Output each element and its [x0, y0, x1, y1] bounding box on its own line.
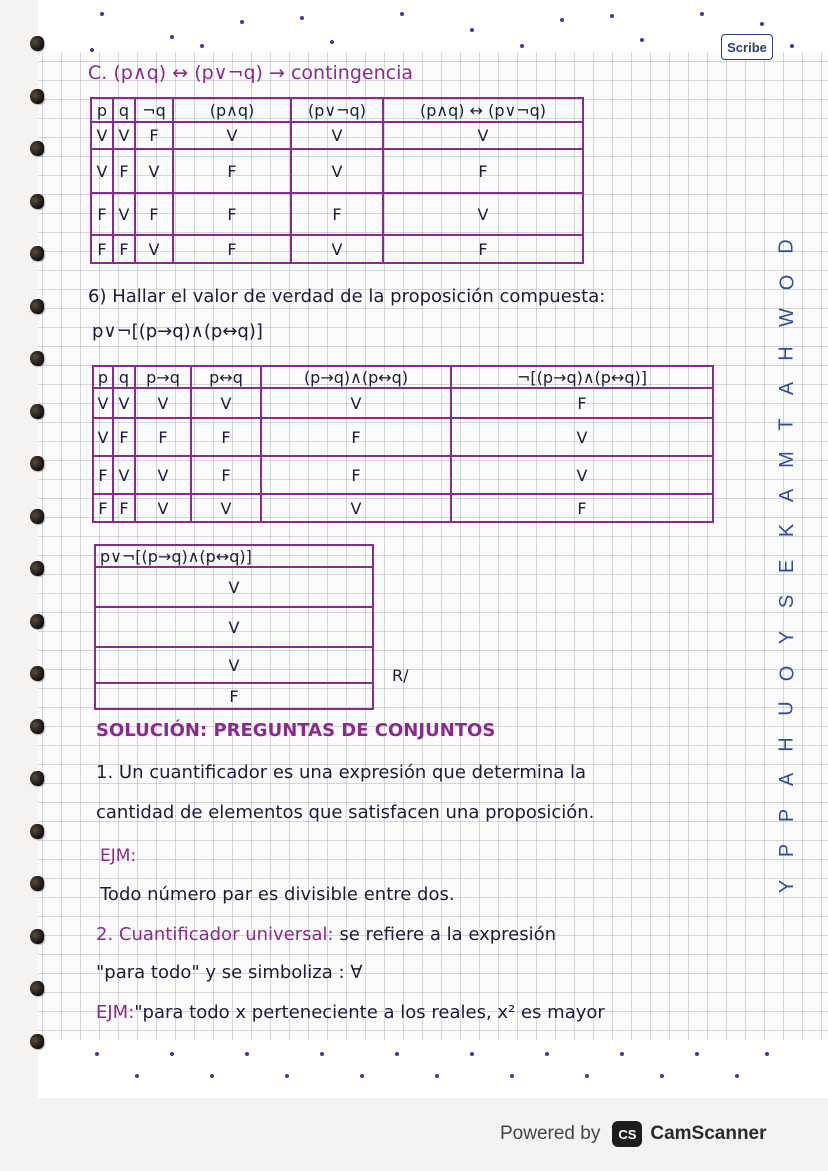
table-cell: F	[93, 456, 113, 494]
spiral-ring	[30, 876, 44, 891]
decorative-dot	[330, 40, 334, 44]
solution-line-4	[96, 924, 556, 945]
table-cell: V	[135, 235, 173, 263]
decorative-dot	[640, 38, 644, 42]
table-cell: V	[91, 149, 113, 193]
table-cell: F	[191, 418, 261, 456]
table-cell: F	[451, 388, 713, 418]
side-slogan-letter: U	[775, 700, 798, 716]
table-row	[93, 456, 713, 494]
spiral-ring	[30, 929, 44, 944]
table-header: ¬[(p→q)∧(p↔q)]	[451, 366, 713, 388]
table-cell: V	[383, 122, 583, 149]
example-text-2: "para todo x perteneciente a los reales, x² es mayor	[134, 1002, 605, 1023]
table-cell: F	[173, 193, 291, 235]
result-table	[94, 544, 374, 710]
decorative-dot	[610, 14, 614, 18]
spiral-ring	[30, 824, 44, 839]
table-header: (p∧q)	[173, 98, 291, 122]
side-slogan-letter: P	[776, 843, 798, 858]
decorative-dot	[790, 44, 794, 48]
decorative-dot	[735, 1074, 739, 1078]
spiral-ring	[30, 404, 44, 419]
table-header: q	[113, 98, 135, 122]
decorative-dot	[545, 1052, 549, 1056]
spiral-ring	[30, 299, 44, 314]
table-cell: F	[113, 235, 135, 263]
table-cell: V	[291, 122, 383, 149]
table-cell: V	[93, 418, 113, 456]
spiral-ring	[30, 194, 44, 209]
side-slogan-letter: H	[775, 344, 798, 361]
spiral-ring	[30, 246, 44, 261]
table-header-row	[95, 545, 373, 567]
decorative-dot	[170, 1052, 174, 1056]
table-row	[93, 418, 713, 456]
table-row	[91, 235, 583, 263]
table-cell: V	[291, 149, 383, 193]
table-cell: V	[191, 388, 261, 418]
side-slogan-letter: A	[776, 381, 798, 396]
decorative-dot	[470, 28, 474, 32]
decorative-dot	[620, 1052, 624, 1056]
spiral-ring	[30, 981, 44, 996]
table-header-row	[91, 98, 583, 122]
table-cell: V	[451, 418, 713, 456]
side-slogan-letter: Y	[776, 629, 798, 645]
table-cell: F	[113, 494, 135, 522]
table-header: p→q	[135, 366, 191, 388]
truth-table-1	[90, 97, 584, 264]
decorative-dot	[400, 12, 404, 16]
table-cell: F	[173, 235, 291, 263]
table-row	[95, 647, 373, 683]
decorative-dot	[470, 1052, 474, 1056]
table-header: p	[91, 98, 113, 122]
table-cell: F	[383, 235, 583, 263]
spiral-ring	[30, 1034, 44, 1049]
section-6-title: 6) Hallar el valor de verdad de la proposición compuesta:	[88, 286, 606, 307]
decorative-dot	[95, 1052, 99, 1056]
table-cell: V	[135, 456, 191, 494]
table-header: p↔q	[191, 366, 261, 388]
table-cell: V	[91, 122, 113, 149]
page-top-margin	[38, 0, 828, 52]
table-cell: F	[91, 235, 113, 263]
truth-table-2	[92, 365, 714, 523]
table-header: (p∧q) ↔ (p∨¬q)	[383, 98, 583, 122]
decorative-dot	[660, 1074, 664, 1078]
decorative-dot	[285, 1074, 289, 1078]
table-row	[93, 494, 713, 522]
powered-by-text: Powered by	[500, 1123, 601, 1144]
table-row	[95, 683, 373, 709]
decorative-dot	[520, 44, 524, 48]
scribe-badge: Scribe	[721, 34, 773, 60]
table-cell: F	[135, 418, 191, 456]
table-cell: F	[451, 494, 713, 522]
table-cell: V	[135, 494, 191, 522]
solution-line-3: Todo número par es divisible entre dos.	[100, 884, 455, 905]
decorative-dot	[760, 22, 764, 26]
spiral-ring	[30, 89, 44, 104]
table-cell: V	[383, 193, 583, 235]
table-row	[95, 567, 373, 607]
table-cell: F	[261, 418, 451, 456]
table-cell: F	[173, 149, 291, 193]
decorative-dot	[695, 1052, 699, 1056]
table-cell: F	[95, 683, 373, 709]
side-slogan-letter: A	[776, 772, 798, 787]
side-slogan-letter: H	[775, 735, 798, 752]
side-slogan-letter: P	[776, 807, 798, 822]
table-row	[93, 388, 713, 418]
table-cell: F	[91, 193, 113, 235]
table-cell: F	[135, 122, 173, 149]
decorative-dot	[560, 18, 564, 22]
table-header: ¬q	[135, 98, 173, 122]
side-slogan-letter: A	[776, 487, 798, 502]
decorative-dot	[360, 1074, 364, 1078]
decorative-dot	[300, 16, 304, 20]
table-cell: F	[191, 456, 261, 494]
side-slogan-letter: W	[775, 307, 798, 328]
decorative-dot	[170, 35, 174, 39]
spiral-ring	[30, 561, 44, 576]
table-cell: V	[451, 456, 713, 494]
decorative-dot	[395, 1052, 399, 1056]
section-c-title: C. (p∧q) ↔ (p∨¬q) → contingencia	[88, 62, 414, 84]
side-slogan-letter: K	[776, 523, 798, 538]
decorative-dot	[700, 12, 704, 16]
table-header: (p∨¬q)	[291, 98, 383, 122]
side-slogan-letter: T	[776, 417, 798, 431]
table-cell: V	[113, 456, 135, 494]
table-cell: V	[95, 647, 373, 683]
side-slogan-letter: O	[776, 273, 798, 290]
table-cell: V	[95, 567, 373, 607]
table-header: (p→q)∧(p↔q)	[261, 366, 451, 388]
table-row	[91, 122, 583, 149]
table-cell: V	[291, 235, 383, 263]
solution-line-5: "para todo" y se simboliza : ∀	[96, 962, 363, 983]
table-cell: V	[173, 122, 291, 149]
spiral-ring	[30, 351, 44, 366]
table-cell: V	[113, 388, 135, 418]
spiral-ring	[30, 666, 44, 681]
table-row	[91, 193, 583, 235]
spiral-ring	[30, 509, 44, 524]
side-slogan-letter: E	[776, 558, 798, 574]
spiral-ring	[30, 719, 44, 734]
answer-label: R/	[392, 666, 409, 685]
table-cell: V	[95, 607, 373, 647]
decorative-dot	[200, 44, 204, 48]
decorative-dot	[765, 1052, 769, 1056]
solution-line-1: 1. Un cuantificador es una expresión que determina la	[96, 762, 587, 783]
example-label-1: EJM:	[100, 846, 137, 866]
universal-quantifier-label: 2. Cuantificador universal:	[96, 924, 334, 945]
camscanner-brand: CamScanner	[650, 1123, 767, 1144]
table-cell: F	[383, 149, 583, 193]
decorative-dot	[435, 1074, 439, 1078]
decorative-dot	[240, 20, 244, 24]
side-slogan-letter: M	[775, 450, 798, 469]
decorative-dot	[245, 1052, 249, 1056]
table-cell: V	[261, 388, 451, 418]
solution-line-6	[96, 1002, 605, 1023]
table-row	[91, 149, 583, 193]
table-cell: F	[135, 193, 173, 235]
table-cell: F	[291, 193, 383, 235]
camscanner-watermark	[500, 1114, 810, 1154]
decorative-dot	[320, 1052, 324, 1056]
decorative-dot	[585, 1074, 589, 1078]
table-header: p∨¬[(p→q)∧(p↔q)]	[95, 545, 373, 567]
table-row	[95, 607, 373, 647]
section-6-formula: p∨¬[(p→q)∧(p↔q)]	[92, 321, 263, 342]
side-slogan-letter: O	[776, 664, 798, 681]
table-header-row	[93, 366, 713, 388]
spiral-ring	[30, 456, 44, 471]
page-bottom-margin	[38, 1040, 828, 1098]
solution-title: SOLUCIÓN: PREGUNTAS DE CONJUNTOS	[96, 720, 496, 741]
spiral-ring	[30, 141, 44, 156]
camscanner-logo-icon: CS	[612, 1121, 642, 1147]
spiral-ring	[30, 614, 44, 629]
table-cell: V	[113, 122, 135, 149]
table-cell: F	[261, 456, 451, 494]
table-cell: V	[93, 388, 113, 418]
table-cell: F	[113, 418, 135, 456]
spiral-ring	[30, 771, 44, 786]
table-cell: F	[93, 494, 113, 522]
solution-line-2: cantidad de elementos que satisfacen una proposición.	[96, 802, 595, 823]
decorative-dot	[510, 1074, 514, 1078]
table-cell: V	[191, 494, 261, 522]
universal-quantifier-text: se refiere a la expresión	[333, 924, 557, 945]
spiral-ring	[30, 36, 44, 51]
decorative-dot	[100, 12, 104, 16]
side-slogan-letter: Y	[776, 878, 798, 894]
table-cell: V	[113, 193, 135, 235]
decorative-dot	[90, 48, 94, 52]
side-slogan-letter: D	[775, 238, 798, 254]
decorative-dot	[135, 1074, 139, 1078]
table-cell: V	[135, 388, 191, 418]
table-cell: V	[135, 149, 173, 193]
side-slogan-letter: S	[776, 594, 798, 609]
decorative-dot	[210, 1074, 214, 1078]
table-cell: F	[113, 149, 135, 193]
side-slogan	[776, 236, 798, 896]
example-label-2: EJM:	[96, 1002, 135, 1023]
table-header: p	[93, 366, 113, 388]
table-cell: V	[261, 494, 451, 522]
table-header: q	[113, 366, 135, 388]
